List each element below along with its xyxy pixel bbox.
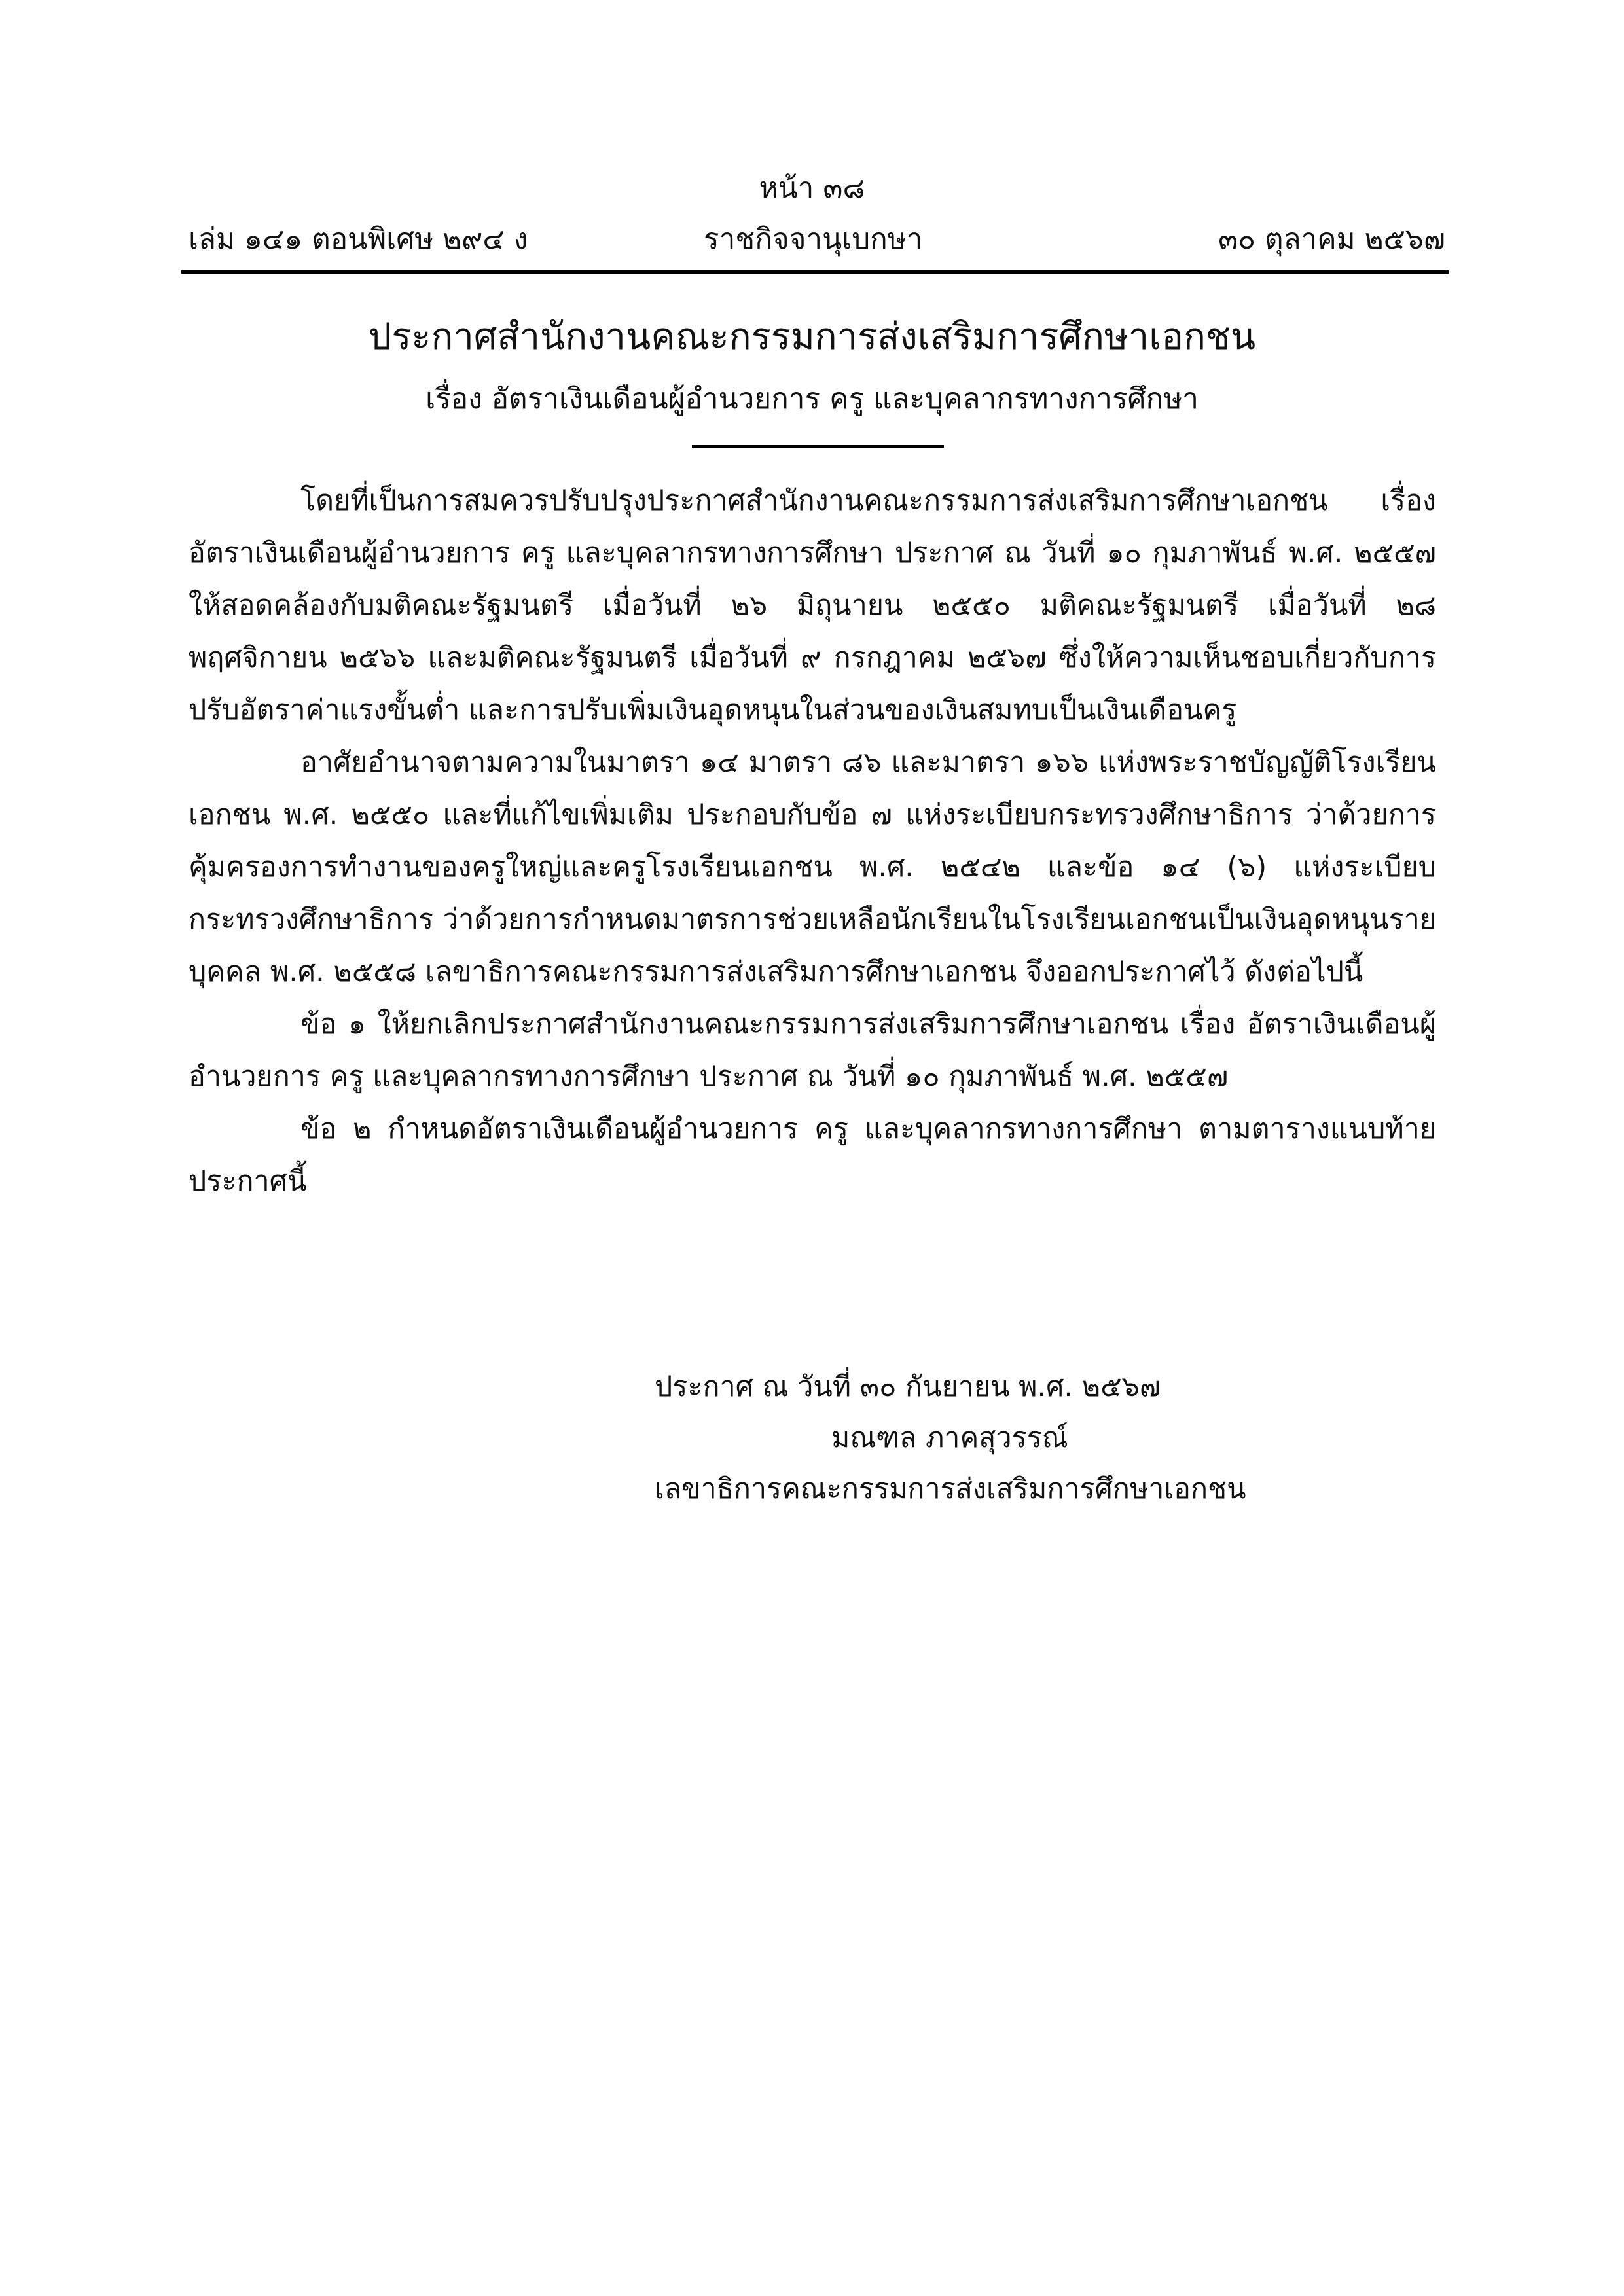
- announcement-body: [189, 475, 1436, 1208]
- gazette-name: ราชกิจจานุเบกษา: [704, 223, 923, 256]
- paragraph-authority: อาศัยอำนาจตามความในมาตรา ๑๔ มาตรา ๘๖ และมาตรา ๑๖๖ แห่งพระราชบัญญัติโรงเรียนเอกชน พ.ศ. ๒๕๕๐ และที่แก้ไขเพิ่มเติม ประกอบกับข้อ ๗ แห่งระเบียบกระทรวงศึกษาธิการ ว่าด้วยการคุ้มครองการทำงานของครูใหญ่และครูโรงเรียนเอกชน พ.ศ. ๒๕๔๒ และข้อ ๑๔ (๖) แห่งระเบียบกระทรวงศึกษาธิการ ว่าด้วยการกำหนดมาตรการช่วยเหลือนักเรียนในโรงเรียนเอกชนเป็นเงินอุดหนุนรายบุคคล พ.ศ. ๒๕๕๘ เลขาธิการคณะกรรมการส่งเสริมการศึกษาเอกชน จึงออกประกาศไว้ ดังต่อไปนี้: [189, 746, 1436, 988]
- announcement-title: ประกาศสำนักงานคณะกรรมการส่งเสริมการศึกษาเอกชน: [368, 315, 1256, 358]
- paragraph-clause-1: ข้อ ๑ ให้ยกเลิกประกาศสำนักงานคณะกรรมการส่งเสริมการศึกษาเอกชน เรื่อง อัตราเงินเดือนผู้อำนวยการ ครู และบุคลากรทางการศึกษา ประกาศ ณ วันที่ ๑๐ กุมภาพันธ์ พ.ศ. ๒๕๕๗: [189, 1008, 1436, 1093]
- signature-date: ประกาศ ณ วันที่ ๓๐ กันยายน พ.ศ. ๒๕๖๗: [655, 1371, 1161, 1403]
- paragraph-clause-2: ข้อ ๒ กำหนดอัตราเงินเดือนผู้อำนวยการ ครู และบุคลากรทางการศึกษา ตามตารางแนบท้ายประกาศนี้: [189, 1113, 1436, 1198]
- gazette-volume-issue: เล่ม ๑๔๑ ตอนพิเศษ ๒๙๔ ง: [189, 223, 528, 256]
- paragraph-preamble: โดยที่เป็นการสมควรปรับปรุงประกาศสำนักงานคณะกรรมการส่งเสริมการศึกษาเอกชน เรื่อง อัตราเงินเดือนผู้อำนวยการ ครู และบุคลากรทางการศึกษา ประกาศ ณ วันที่ ๑๐ กุมภาพันธ์ พ.ศ. ๒๕๕๗ ให้สอดคล้องกับมติคณะรัฐมนตรี เมื่อวันที่ ๒๖ มิถุนายน ๒๕๕๐ มติคณะรัฐมนตรี เมื่อวันที่ ๒๘ พฤศจิกายน ๒๕๖๖ และมติคณะรัฐมนตรี เมื่อวันที่ ๙ กรกฎาคม ๒๕๖๗ ซึ่งให้ความเห็นชอบเกี่ยวกับการปรับอัตราค่าแรงขั้นต่ำ และการปรับเพิ่มเงินอุดหนุนในส่วนของเงินสมทบเป็นเงินเดือนครู: [189, 484, 1436, 726]
- page-number: หน้า ๓๘: [759, 171, 865, 205]
- signatory-position: เลขาธิการคณะกรรมการส่งเสริมการศึกษาเอกชน: [655, 1473, 1246, 1505]
- announcement-subject: เรื่อง อัตราเงินเดือนผู้อำนวยการ ครู และบุคลากรทางการศึกษา: [425, 382, 1199, 416]
- signature-block: [655, 1361, 1263, 1515]
- gazette-date: ๓๐ ตุลาคม ๒๕๖๗: [1218, 223, 1445, 256]
- header-divider: [181, 270, 1449, 274]
- signatory-name: มณฑล ภาคสุวรรณ์: [831, 1422, 1068, 1454]
- title-divider: [692, 445, 944, 448]
